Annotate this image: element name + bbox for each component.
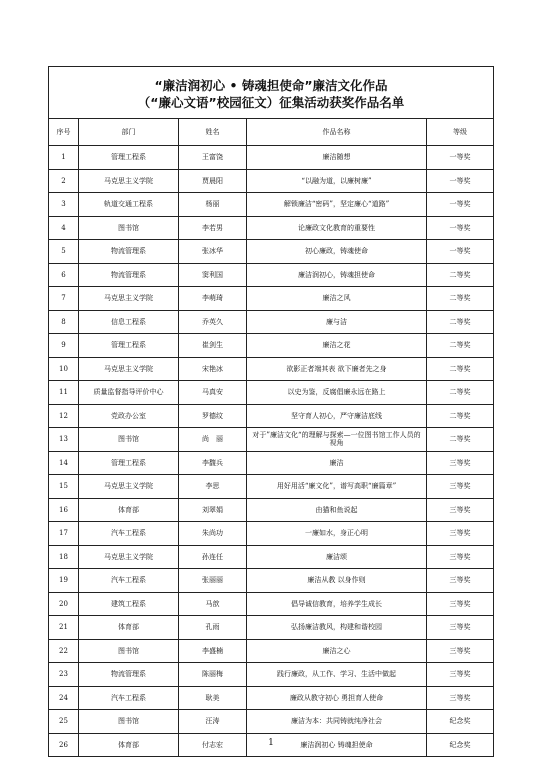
- cell-department: 汽车工程系: [79, 522, 179, 546]
- table-row: [49, 498, 494, 522]
- cell-level: 三等奖: [427, 522, 494, 546]
- cell-index: 3: [49, 193, 79, 217]
- cell-work: 廉洁随想: [247, 146, 427, 170]
- cell-index: 4: [49, 216, 79, 240]
- header-work: 作品名称: [247, 119, 427, 146]
- cell-work: 初心廉政，铸魂使命: [247, 240, 427, 264]
- table-row: [49, 169, 494, 193]
- cell-index: 19: [49, 569, 79, 593]
- cell-department: 物流管理系: [79, 263, 179, 287]
- cell-level: 纪念奖: [427, 710, 494, 734]
- cell-index: 22: [49, 639, 79, 663]
- cell-index: 18: [49, 545, 79, 569]
- cell-work: 一廉如水，身正心明: [247, 522, 427, 546]
- table-row: [49, 381, 494, 405]
- cell-name: 朱尚功: [179, 522, 247, 546]
- cell-index: 23: [49, 663, 79, 687]
- cell-name: 窦利国: [179, 263, 247, 287]
- cell-level: 二等奖: [427, 428, 494, 452]
- table-row: [49, 263, 494, 287]
- cell-work: 廉洁颂: [247, 545, 427, 569]
- cell-level: 二等奖: [427, 287, 494, 311]
- cell-department: 马克思主义学院: [79, 357, 179, 381]
- cell-department: 图书馆: [79, 216, 179, 240]
- cell-level: 三等奖: [427, 545, 494, 569]
- cell-work: 廉洁: [247, 451, 427, 475]
- cell-name: 乔英久: [179, 310, 247, 334]
- cell-name: 孙连任: [179, 545, 247, 569]
- cell-name: 李思: [179, 475, 247, 499]
- cell-index: 24: [49, 686, 79, 710]
- cell-name: 李馥兵: [179, 451, 247, 475]
- cell-work: 廉洁润初心，铸魂担使命: [247, 263, 427, 287]
- cell-name: 马歆: [179, 592, 247, 616]
- cell-level: 二等奖: [427, 404, 494, 428]
- cell-department: 汽车工程系: [79, 569, 179, 593]
- cell-index: 1: [49, 146, 79, 170]
- cell-index: 5: [49, 240, 79, 264]
- header-row: [49, 119, 494, 146]
- cell-level: 二等奖: [427, 357, 494, 381]
- cell-work: 论廉政文化教育的重要性: [247, 216, 427, 240]
- cell-department: 体育部: [79, 498, 179, 522]
- header-index: 序号: [49, 119, 79, 146]
- cell-level: 一等奖: [427, 146, 494, 170]
- cell-index: 15: [49, 475, 79, 499]
- cell-level: 一等奖: [427, 193, 494, 217]
- cell-department: 管理工程系: [79, 334, 179, 358]
- header-department: 部门: [79, 119, 179, 146]
- table-row: [49, 663, 494, 687]
- cell-work: 廉洁之花: [247, 334, 427, 358]
- cell-name: 付志宏: [179, 733, 247, 757]
- cell-level: 三等奖: [427, 639, 494, 663]
- cell-index: 21: [49, 616, 79, 640]
- cell-work: 解锁廉洁“密码”，坚定廉心“道路”: [247, 193, 427, 217]
- table-row: [49, 146, 494, 170]
- cell-department: 马克思主义学院: [79, 475, 179, 499]
- cell-name: 杨丽: [179, 193, 247, 217]
- document-title: [49, 67, 494, 119]
- cell-work: 用好用活“廉文化”，谱写高职“廉篇章”: [247, 475, 427, 499]
- cell-index: 17: [49, 522, 79, 546]
- header-name: 姓名: [179, 119, 247, 146]
- cell-department: 物流管理系: [79, 240, 179, 264]
- cell-name: 陈丽梅: [179, 663, 247, 687]
- award-list-sheet: [48, 66, 493, 757]
- cell-index: 6: [49, 263, 79, 287]
- cell-level: 三等奖: [427, 475, 494, 499]
- cell-name: 尚 丽: [179, 428, 247, 452]
- cell-department: 图书馆: [79, 639, 179, 663]
- cell-work: 廉政从教守初心 勇担育人使命: [247, 686, 427, 710]
- cell-work: 坚守育人初心，严守廉洁底线: [247, 404, 427, 428]
- cell-department: 马克思主义学院: [79, 169, 179, 193]
- table-row: [49, 310, 494, 334]
- page-number: 1: [268, 738, 274, 748]
- cell-name: 宋艳冰: [179, 357, 247, 381]
- cell-level: 三等奖: [427, 686, 494, 710]
- table-row: [49, 404, 494, 428]
- cell-name: 刘翠娟: [179, 498, 247, 522]
- cell-index: 14: [49, 451, 79, 475]
- cell-level: 三等奖: [427, 451, 494, 475]
- title-line-2: （“廉心文语”校园征文）征集活动获奖作品名单: [137, 94, 405, 110]
- cell-department: 图书馆: [79, 710, 179, 734]
- table-row: [49, 193, 494, 217]
- cell-name: 张冰华: [179, 240, 247, 264]
- cell-department: 管理工程系: [79, 146, 179, 170]
- cell-level: 三等奖: [427, 498, 494, 522]
- cell-index: 26: [49, 733, 79, 757]
- cell-department: 信息工程系: [79, 310, 179, 334]
- cell-work: 廉洁之风: [247, 287, 427, 311]
- cell-index: 11: [49, 381, 79, 405]
- cell-name: 汪涛: [179, 710, 247, 734]
- cell-level: 二等奖: [427, 310, 494, 334]
- table-row: [49, 216, 494, 240]
- cell-name: 王富饶: [179, 146, 247, 170]
- table-row: [49, 545, 494, 569]
- cell-department: 建筑工程系: [79, 592, 179, 616]
- cell-work: 欲影正者端其表 欲下廉者先之身: [247, 357, 427, 381]
- cell-department: 质量监督指导评价中心: [79, 381, 179, 405]
- cell-level: 二等奖: [427, 334, 494, 358]
- cell-name: 崔剑生: [179, 334, 247, 358]
- cell-level: 纪念奖: [427, 733, 494, 757]
- cell-level: 一等奖: [427, 169, 494, 193]
- cell-department: 物流管理系: [79, 663, 179, 687]
- cell-work: 对于”廉洁文化“的理解与探索—一位图书馆工作人员的视角: [247, 428, 427, 452]
- cell-department: 马克思主义学院: [79, 545, 179, 569]
- cell-work: “以融为道，以廉树廉”: [247, 169, 427, 193]
- table-row: [49, 639, 494, 663]
- cell-level: 二等奖: [427, 263, 494, 287]
- cell-department: 马克思主义学院: [79, 287, 179, 311]
- table-row: [49, 522, 494, 546]
- cell-department: 管理工程系: [79, 451, 179, 475]
- table-row: [49, 710, 494, 734]
- table-row: [49, 287, 494, 311]
- cell-work: 倡导诚信教育，培养学生成长: [247, 592, 427, 616]
- cell-level: 二等奖: [427, 381, 494, 405]
- cell-index: 16: [49, 498, 79, 522]
- header-level: 等级: [427, 119, 494, 146]
- table-row: [49, 240, 494, 264]
- cell-index: 10: [49, 357, 79, 381]
- table-row: [49, 616, 494, 640]
- cell-department: 汽车工程系: [79, 686, 179, 710]
- cell-index: 25: [49, 710, 79, 734]
- cell-index: 7: [49, 287, 79, 311]
- cell-name: 马真安: [179, 381, 247, 405]
- cell-department: 体育部: [79, 616, 179, 640]
- cell-name: 罗德纹: [179, 404, 247, 428]
- cell-level: 三等奖: [427, 616, 494, 640]
- cell-name: 李盛楠: [179, 639, 247, 663]
- table-row: [49, 357, 494, 381]
- cell-department: 体育部: [79, 733, 179, 757]
- cell-level: 三等奖: [427, 663, 494, 687]
- cell-name: 李萌琦: [179, 287, 247, 311]
- cell-name: 贾晨阳: [179, 169, 247, 193]
- cell-work: 廉洁润初心 铸魂担使命: [247, 733, 427, 757]
- table-row: [49, 334, 494, 358]
- cell-work: 弘扬廉洁教风，构建和谐校园: [247, 616, 427, 640]
- cell-name: 孔雨: [179, 616, 247, 640]
- cell-index: 13: [49, 428, 79, 452]
- cell-index: 2: [49, 169, 79, 193]
- award-table: [48, 66, 494, 757]
- title-row: [49, 67, 494, 119]
- cell-index: 12: [49, 404, 79, 428]
- cell-work: 廉洁为本：共同铸就纯净社会: [247, 710, 427, 734]
- table-row: [49, 451, 494, 475]
- cell-name: 耿美: [179, 686, 247, 710]
- cell-work: 以史为鉴，反腐倡廉永远在路上: [247, 381, 427, 405]
- cell-index: 8: [49, 310, 79, 334]
- table-row: [49, 428, 494, 452]
- cell-department: 图书馆: [79, 428, 179, 452]
- cell-level: 一等奖: [427, 240, 494, 264]
- cell-work: 廉洁从教 以身作则: [247, 569, 427, 593]
- table-row: [49, 686, 494, 710]
- cell-work: 践行廉政，从工作、学习、生活中做起: [247, 663, 427, 687]
- cell-index: 20: [49, 592, 79, 616]
- title-line-1: “廉洁润初心 • 铸魂担使命”廉洁文化作品: [154, 77, 388, 93]
- cell-department: 党政办公室: [79, 404, 179, 428]
- cell-department: 轨道交通工程系: [79, 193, 179, 217]
- cell-work: 廉洁之心: [247, 639, 427, 663]
- cell-level: 三等奖: [427, 569, 494, 593]
- cell-index: 9: [49, 334, 79, 358]
- cell-level: 一等奖: [427, 216, 494, 240]
- cell-level: 三等奖: [427, 592, 494, 616]
- table-row: [49, 475, 494, 499]
- table-row: [49, 592, 494, 616]
- table-row: [49, 569, 494, 593]
- cell-name: 张丽丽: [179, 569, 247, 593]
- cell-work: 由猫和鱼说起: [247, 498, 427, 522]
- cell-name: 李若男: [179, 216, 247, 240]
- cell-work: 廉与洁: [247, 310, 427, 334]
